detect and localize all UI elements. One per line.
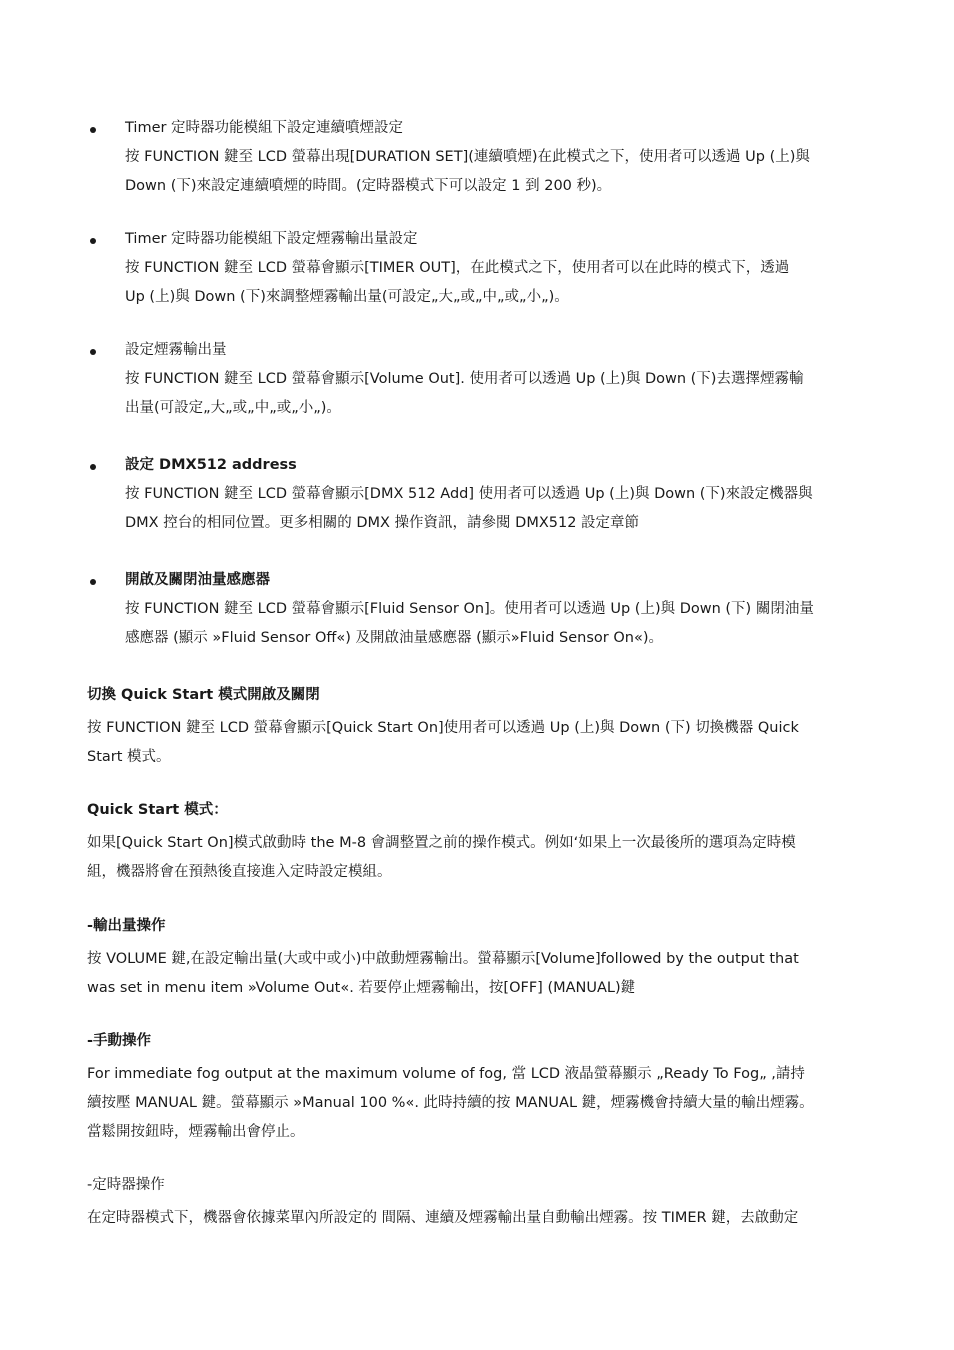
bullet-icon	[90, 579, 96, 585]
bullet-title: Timer 定時器功能模組下設定煙霧輸出量設定	[125, 231, 418, 247]
bullet-icon	[90, 127, 96, 133]
bullet-line: 按 FUNCTION 鍵至 LCD 螢幕會顯示[Volume Out]. 使用者可以透過 Up (上)與 Down (下)去選擇煙霧輸	[125, 371, 804, 387]
section-timer-operation	[87, 1175, 872, 1233]
bullet-body	[125, 480, 870, 538]
section-quick-start-mode	[87, 800, 872, 887]
section-line: 按 FUNCTION 鍵至 LCD 螢幕會顯示[Quick Start On]使用者可以透過 Up (上)與 Down (下) 切換機器 Quick	[87, 720, 799, 736]
bullet-line: 感應器 (顯示 »Fluid Sensor Off«) 及開啟油量感應器 (顯示»Fluid Sensor On«)。	[125, 630, 663, 646]
section-line: 續按壓 MANUAL 鍵。螢幕顯示 »Manual 100 %«. 此時持續的按 MANUAL 鍵，煙霧機會持續大量的輸出煙霧。	[87, 1095, 814, 1111]
section-line: 在定時器模式下，機器會依據菜單內所設定的 間隔、連續及煙霧輸出量自動輸出煙霧。按 TIMER 鍵，去啟動定	[87, 1210, 799, 1226]
bullet-body	[125, 143, 870, 201]
section-body	[87, 1204, 872, 1233]
bullet-line: 出量(可設定„大„或„中„或„小„)。	[125, 400, 341, 416]
section-line: was set in menu item »Volume Out«. 若要停止煙霧輸出，按[OFF] (MANUAL)鍵	[87, 980, 636, 996]
bullet-title: 設定 DMX512 address	[125, 457, 297, 473]
section-quick-start-toggle	[87, 685, 872, 772]
bullet-body	[125, 254, 870, 312]
bullet-title: 設定煙霧輸出量	[125, 342, 227, 358]
section-body	[87, 829, 872, 887]
section-line: 組，機器將會在預熱後直接進入定時設定模組。	[87, 864, 392, 880]
bullet-title: Timer 定時器功能模組下設定連續噴煙設定	[125, 120, 404, 136]
bullet-icon	[90, 464, 96, 470]
section-body	[87, 714, 872, 772]
section-volume-operation	[87, 916, 872, 1003]
bullet-icon	[90, 238, 96, 244]
section-body	[87, 945, 872, 1003]
bullet-line: 按 FUNCTION 鍵至 LCD 螢幕出現[DURATION SET](連續噴煙)在此模式之下，使用者可以透過 Up (上)與	[125, 149, 810, 165]
section-line: 如果[Quick Start On]模式啟動時 the M-8 會調整置之前的操作模式。例如‘如果上一次最後所的選項為定時模	[87, 835, 796, 851]
section-heading: -輸出量操作	[87, 918, 166, 934]
bullet-line: Up (上)與 Down (下)來調整煙霧輸出量(可設定„大„或„中„或„小„)。	[125, 289, 569, 305]
bullet-body	[125, 365, 870, 423]
section-line: 按 VOLUME 鍵,在設定輸出量(大或中或小)中啟動煙霧輸出。螢幕顯示[Volume]followed by the output that	[87, 951, 799, 967]
bullet-line: 按 FUNCTION 鍵至 LCD 螢幕會顯示[TIMER OUT]，在此模式之下，使用者可以在此時的模式下，透過	[125, 260, 790, 276]
bullet-line: 按 FUNCTION 鍵至 LCD 螢幕會顯示[DMX 512 Add] 使用者可以透過 Up (上)與 Down (下)來設定機器與	[125, 486, 813, 502]
bullet-title: 開啟及關閉油量感應器	[125, 572, 270, 588]
section-line: Start 模式。	[87, 749, 171, 765]
bullet-line: 按 FUNCTION 鍵至 LCD 螢幕會顯示[Fluid Sensor On]。使用者可以透過 Up (上)與 Down (下) 關閉油量	[125, 601, 814, 617]
section-manual-operation	[87, 1031, 872, 1147]
bullet-body	[125, 595, 870, 653]
section-heading: -手動操作	[87, 1033, 152, 1049]
section-body	[87, 1060, 872, 1147]
section-heading: Quick Start 模式：	[87, 802, 228, 818]
bullet-icon	[90, 349, 96, 355]
section-line: For immediate fog output at the maximum volume of fog, 當 LCD 液晶螢幕顯示 „Ready To Fog„ ,請持	[87, 1066, 805, 1082]
bullet-line: Down (下)來設定連續噴煙的時間。(定時器模式下可以設定 1 到 200 秒)。	[125, 178, 612, 194]
section-heading: -定時器操作	[87, 1177, 165, 1193]
section-heading: 切換 Quick Start 模式開啟及關閉	[87, 687, 320, 703]
bullet-line: DMX 控台的相同位置。更多相關的 DMX 操作資訊，請參閱 DMX512 設定章節	[125, 515, 640, 531]
section-line: 當鬆開按鈕時，煙霧輸出會停止。	[87, 1124, 305, 1140]
